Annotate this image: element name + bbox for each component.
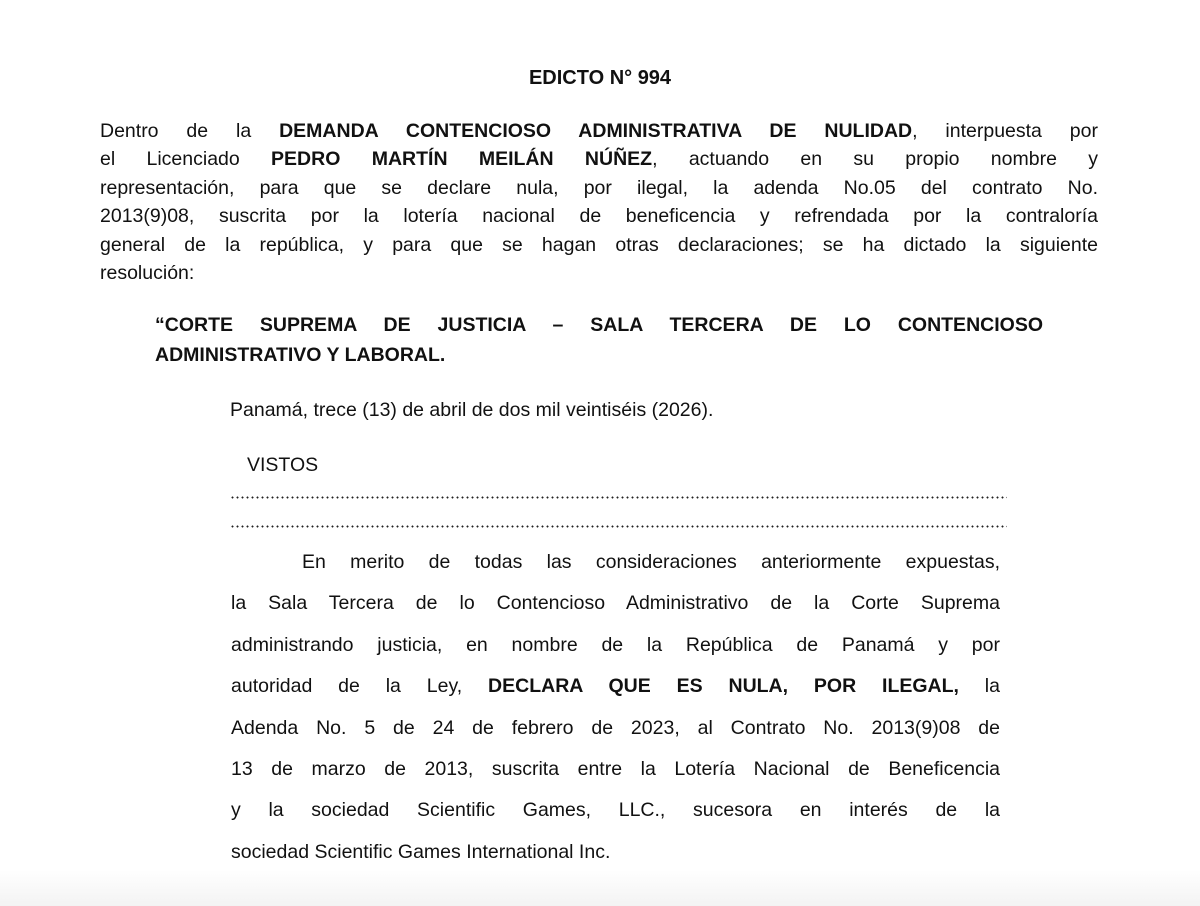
text-run: Adenda No. 5 de 24 de febrero de 2023, al Contrato No. 2013(9)08 de	[231, 716, 1000, 739]
bold-text: PEDRO MARTÍN MEILÁN NÚÑEZ	[271, 148, 653, 171]
text-run: representación, para que se declare nula, por ilegal, la adenda No.05 del contrato No.	[100, 176, 1098, 199]
text-line	[231, 674, 1000, 698]
text-line	[231, 757, 1000, 781]
text-line	[231, 716, 1000, 740]
text-line	[155, 343, 1043, 367]
edict-title: EDICTO N° 994	[528, 67, 672, 89]
text-run: En merito de todas las consideraciones anteriormente expuestas,	[302, 551, 1000, 573]
text-run: general de la república, y para que se hagan otras declaraciones; se ha dictado la siguiente	[100, 233, 1098, 256]
text-line	[100, 147, 1098, 171]
text-line	[231, 798, 1000, 822]
text-run: , actuando en su propio nombre y	[652, 148, 1098, 171]
text-run: 13 de marzo de 2013, suscrita entre la Lotería Nacional de Beneficencia	[231, 758, 1000, 780]
text-line	[231, 633, 1000, 657]
text-run: resolución:	[100, 262, 195, 284]
bold-text: DECLARA QUE ES NULA, POR ILEGAL,	[488, 675, 959, 698]
text-line	[302, 550, 1000, 574]
text-run: la Sala Tercera de lo Contencioso Administrativo de la Corte Suprema	[231, 592, 1000, 615]
text-line	[100, 233, 1098, 257]
text-line	[100, 176, 1098, 200]
text-run: y la sociedad Scientific Games, LLC., sucesora en interés de la	[231, 799, 1000, 822]
text-run: Dentro de la	[100, 120, 280, 142]
text-line	[231, 591, 1000, 615]
bold-text: DEMANDA CONTENCIOSO ADMINISTRATIVA DE NULIDAD	[279, 120, 913, 142]
text-run: el Licenciado	[100, 148, 272, 171]
text-line	[155, 313, 1043, 337]
bold-text: “CORTE SUPREMA DE JUSTICIA – SALA TERCERA DE LO CONTENCIOSO	[155, 314, 1043, 336]
text-run: administrando justicia, en nombre de la República de Panamá y por	[231, 633, 1000, 656]
vistos-heading: VISTOS	[247, 454, 319, 476]
text-run: , interpuesta por	[912, 120, 1098, 142]
date-line: Panamá, trece (13) de abril de dos mil veintiséis (2026).	[230, 399, 714, 421]
text-run: autoridad de la Ley,	[231, 675, 489, 698]
dotted-separator	[230, 525, 1007, 528]
text-run: 2013(9)08, suscrita por la lotería nacional de beneficencia y refrendada por la contraloría	[100, 205, 1098, 228]
text-run: sociedad Scientific Games International Inc.	[231, 840, 611, 863]
dotted-separator	[230, 496, 1007, 499]
text-line	[231, 840, 1000, 864]
text-line	[100, 261, 1098, 285]
text-line	[100, 204, 1098, 228]
text-line	[100, 119, 1098, 143]
text-run: la	[958, 675, 1000, 698]
bold-text: ADMINISTRATIVO Y LABORAL.	[155, 344, 446, 366]
